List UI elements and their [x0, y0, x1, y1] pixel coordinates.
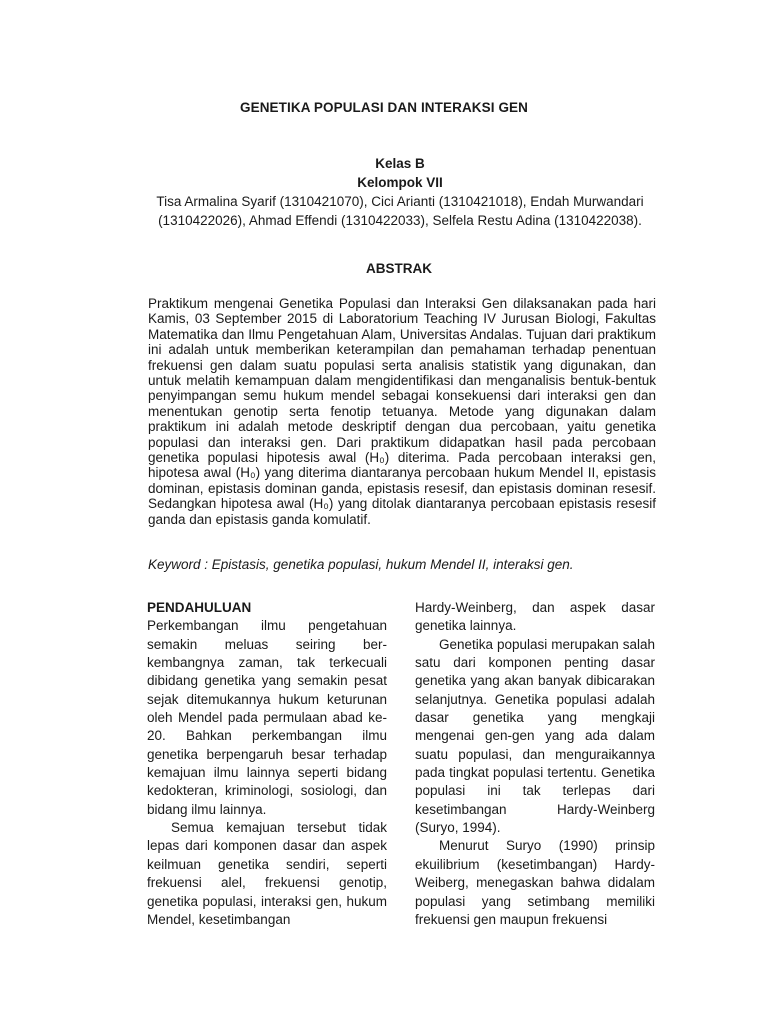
section-heading: PENDAHULUAN: [147, 600, 252, 615]
column-right: [415, 599, 655, 929]
paragraph: Genetika populasi merupakan salah satu dari komponen penting dasar genetika yang akan banyak dibicarakan selanjutnya. Genetika populasi adalah dasar genetika yang mengkaji mengenai gen-gen yang ada dalam suatu populasi, dan menguraikannya pada tingkat populasi tertentu. Genetika populasi ini tak terlepas dari kesetimbangan Hardy-Weinberg (Suryo, 1994).: [415, 636, 655, 836]
class-label: Kelas B: [375, 156, 425, 171]
paragraph: Semua kemajuan tersebut tidak lepas dari komponen dasar dan aspek keilmuan genetika sendiri, seperti frekuensi alel, frekuensi genotip, genetika populasi, interaksi gen, hukum Mendel, kesetimbangan: [147, 820, 387, 927]
abstract-text: Praktikum mengenai Genetika Populasi dan Interaksi Gen dilaksanakan pada hari Kamis, 03 September 2015 di Laboratorium Teaching IV Jurusan Biologi, Fakultas Matematika dan Ilmu Pengetahuan Alam, Universitas Andalas. Tujuan dari praktikum ini adalah untuk memberikan keterampilan dan pemahaman terhadap penentuan frekuensi gen dalam suatu populasi serta analisis statistik yang digunakan, dan untuk melatih kemampuan dalam mengidentifikasi dan menganalisis bentuk-bentuk penyimpangan semu hukum mendel sebagai konsekuensi dari interaksi gen dan menentukan genotip serta fenotip tetuanya. Metode yang digunakan dalam praktikum ini adalah metode deskriptif dengan dua percobaan, yaitu genetika populasi dan interaksi gen. Dari praktikum didapatkan hasil pada percobaan genetika populasi hipotesis awal (H₀) diterima. Pada percobaan interaksi gen, hipotesa awal (H₀) yang diterima diantaranya percobaan hukum Mendel II, epistasis dominan, epistasis dominan ganda, epistasis resesif, dan epistasis dominan resesif. Sedangkan hipotesa awal (H₀) yang ditolak diantaranya percobaan epistasis resesif ganda dan epistasis ganda komulatif.: [148, 296, 656, 527]
paper-title: GENETIKA POPULASI DAN INTERAKSI GEN: [239, 100, 529, 115]
group-label: Kelompok VII: [357, 175, 443, 190]
author-block: [150, 154, 650, 230]
paragraph: Perkembangan ilmu pengetahuan semakin meluas seiring ber-kembangnya zaman, tak terkecuali dibidang genetika yang semakin pesat sejak ditemukannya hukum keturunan oleh Mendel pada permulaan abad ke-20. Bahkan perkembangan ilmu genetika berpengaruh besar terhadap kemajuan ilmu lainnya seperti bidang kedokteran, kriminologi, sosiologi, dan bidang ilmu lainnya.: [147, 618, 387, 817]
paragraph: Menurut Suryo (1990) prinsip ekuilibrium (kesetimbangan) Hardy-Weiberg, menegaskan bahwa didalam populasi yang setimbang memiliki frekuensi gen maupun frekuensi: [415, 838, 655, 927]
column-left: [147, 599, 387, 929]
keywords: Keyword : Epistasis, genetika populasi, hukum Mendel II, interaksi gen.: [148, 557, 574, 572]
paragraph: Hardy-Weinberg, dan aspek dasar genetika lainnya.: [415, 600, 655, 634]
abstract-heading: ABSTRAK: [366, 261, 432, 276]
author-list: Tisa Armalina Syarif (1310421070), Cici Arianti (1310421018), Endah Murwandari (1310422026), Ahmad Effendi (1310422033), Selfela Restu Adina (1310422038).: [156, 194, 644, 228]
